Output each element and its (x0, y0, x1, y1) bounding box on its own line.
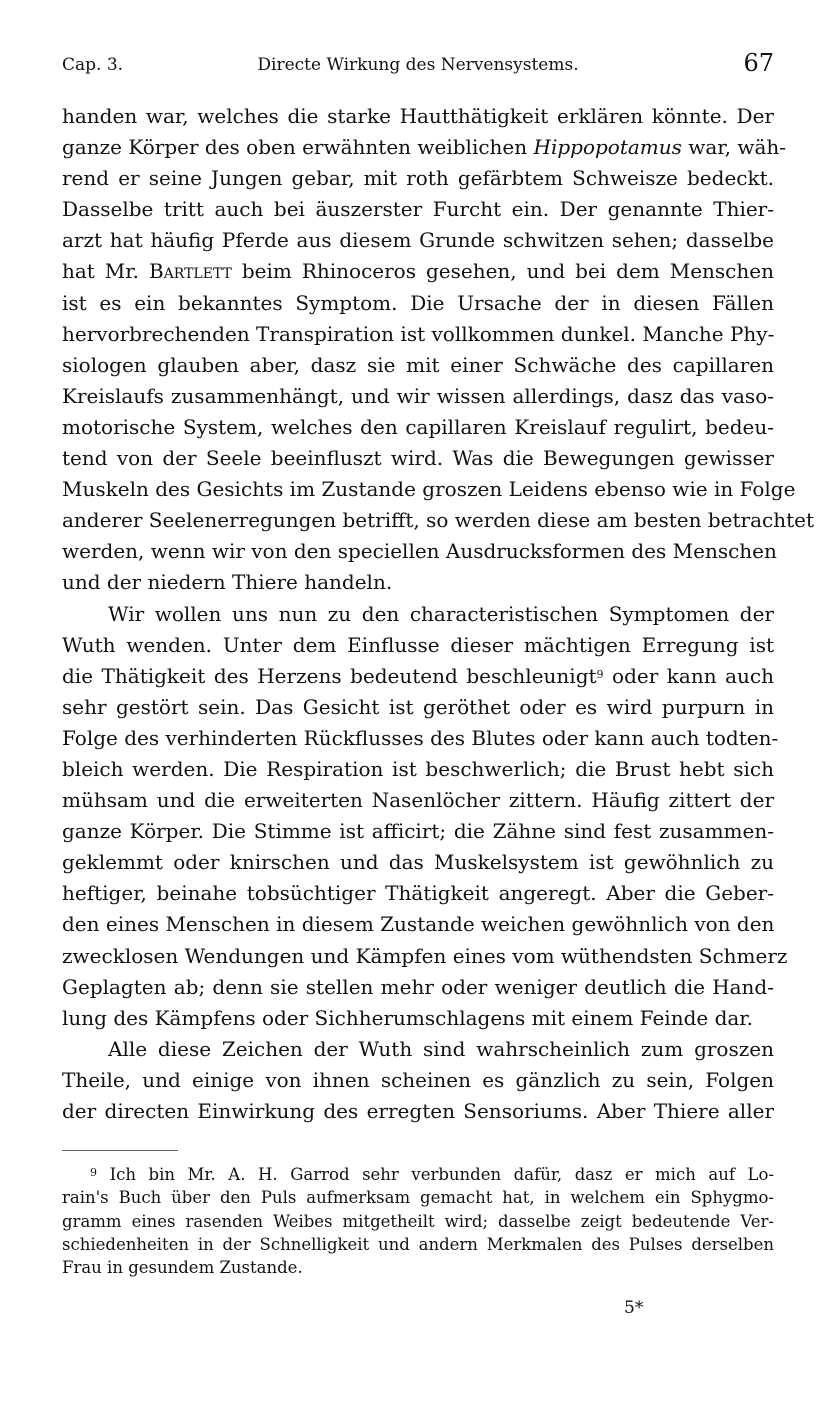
text-line: ganze Körper. Die Stimme ist afficirt; die Zähne sind fest zusammen- (62, 819, 774, 844)
footnote-line: gramm eines rasenden Weibes mitgetheilt wird; dasselbe zeigt bedeutende Ver- (62, 1211, 774, 1231)
running-title: Directe Wirkung des Nervensystems. (257, 55, 579, 75)
text-line: Alle diese Zeichen der Wuth sind wahrscheinlich zum groszen (108, 1036, 774, 1061)
page-number: 67 (743, 49, 774, 77)
italic-species-name: Hippopotamus (533, 135, 682, 160)
text-line: siologen glauben aber, dasz sie mit einer Schwäche des capillaren (62, 352, 774, 377)
text-line (62, 256, 774, 287)
text-line: bleich werden. Die Respiration ist beschwerlich; die Brust hebt sich (62, 756, 774, 781)
text-line: geklemmt oder knirschen und das Muskelsystem ist gewöhnlich zu (62, 850, 774, 875)
text-line: zwecklosen Wendungen und Kämpfen eines vom wüthendsten Schmerz (62, 943, 788, 968)
text-line: rend er seine Jungen gebar, mit roth gefärbtem Schweisze bedeckt. (62, 166, 774, 191)
text-line: der directen Einwirkung des erregten Sensoriums. Aber Thiere aller (62, 1099, 774, 1123)
footnote-line: schiedenheiten in der Schnelligkeit und andern Merkmalen des Pulses derselben (62, 1234, 774, 1254)
footnote-line: rain's Buch über den Puls aufmerksam gemacht hat, in welchem ein Sphygmo- (62, 1188, 774, 1208)
small-caps-name: Bartlett (148, 259, 232, 284)
text-line: Dasselbe tritt auch bei äuszerster Furcht ein. Der genannte Thier- (62, 197, 774, 222)
text-line: hervorbrechenden Transpiration ist vollkommen dunkel. Manche Phy- (62, 321, 775, 346)
signature-mark: 5* (624, 1298, 644, 1318)
text-fragment: Ich bin Mr. A. H. Garrod sehr verbunden dafür, dasz er mich auf Lo- (109, 1165, 774, 1184)
footnote-line (62, 1163, 774, 1186)
text-line: Theile, und einige von ihnen scheinen es gänzlich zu sein, Folgen (62, 1067, 774, 1092)
chapter-label: Cap. 3. (62, 55, 124, 75)
text-line: lung des Kämpfens oder Sichherumschlagens mit einem Feinde dar. (62, 1005, 754, 1030)
footnote-line: Frau in gesundem Zustande. (62, 1258, 303, 1278)
text-line: anderer Seelenerregungen betrifft, so werden diese am besten betrachtet (62, 508, 815, 533)
text-line: Folge des verhinderten Rückflusses des Blutes oder kann auch todten- (62, 725, 779, 750)
text-line: Muskeln des Gesichts im Zustande groszen Leidens ebenso wie in Folge (62, 477, 796, 502)
text-line: arzt hat häufig Pferde aus diesem Grunde schwitzen sehen; dasselbe (62, 228, 774, 253)
text-line: handen war, welches die starke Hautthätigkeit erklären könnte. Der (62, 104, 774, 128)
text-line: werden, wenn wir von den speciellen Ausdrucksformen des Menschen (62, 539, 777, 564)
text-fragment: hat Mr. (62, 259, 149, 284)
main-text (62, 101, 815, 1127)
text-line: mühsam und die erweiterten Nasenlöcher zittern. Häufig zittert der (62, 788, 774, 813)
text-line: motorische System, welches den capillaren Kreislauf regulirt, bedeu- (62, 414, 774, 439)
text-line: ist es ein bekanntes Symptom. Die Ursache der in diesen Fällen (62, 290, 774, 315)
text-line: Wuth wenden. Unter dem Einflusse dieser mächtigen Erregung ist (62, 632, 774, 657)
text-fragment: ganze Körper des oben erwähnten weiblichen (62, 135, 534, 160)
text-line (62, 661, 774, 692)
text-line (62, 132, 787, 163)
text-fragment: die Thätigkeit des Herzens bedeutend beschleunigt (62, 663, 597, 688)
footnote-reference: 9 (596, 667, 604, 681)
text-line: und der niedern Thiere handeln. (62, 570, 393, 595)
text-line: den eines Menschen in diesem Zustande weichen gewöhnlich von den (62, 912, 775, 937)
text-fragment: war, wäh- (681, 135, 787, 160)
footnote (62, 1163, 774, 1279)
text-line: Geplagten ab; denn sie stellen mehr oder weniger deutlich die Hand- (62, 974, 774, 999)
running-header (62, 49, 774, 85)
text-line: Wir wollen uns nun zu den characteristischen Symptomen der (108, 601, 774, 626)
text-fragment: oder kann auch (603, 663, 774, 688)
footnote-marker: 9 (90, 1166, 97, 1179)
text-fragment: beim Rhinoceros gesehen, und bei dem Menschen (231, 259, 774, 284)
footnote-divider (62, 1150, 178, 1151)
text-line: tend von der Seele beeinfluszt wird. Was die Bewegungen gewisser (62, 446, 774, 471)
text-line: heftiger, beinahe tobsüchtiger Thätigkeit angeregt. Aber die Geber- (62, 881, 774, 906)
text-line: Kreislaufs zusammenhängt, und wir wissen allerdings, dasz das vaso- (62, 383, 774, 408)
text-line: sehr gestört sein. Das Gesicht ist geröthet oder es wird purpurn in (62, 694, 774, 719)
